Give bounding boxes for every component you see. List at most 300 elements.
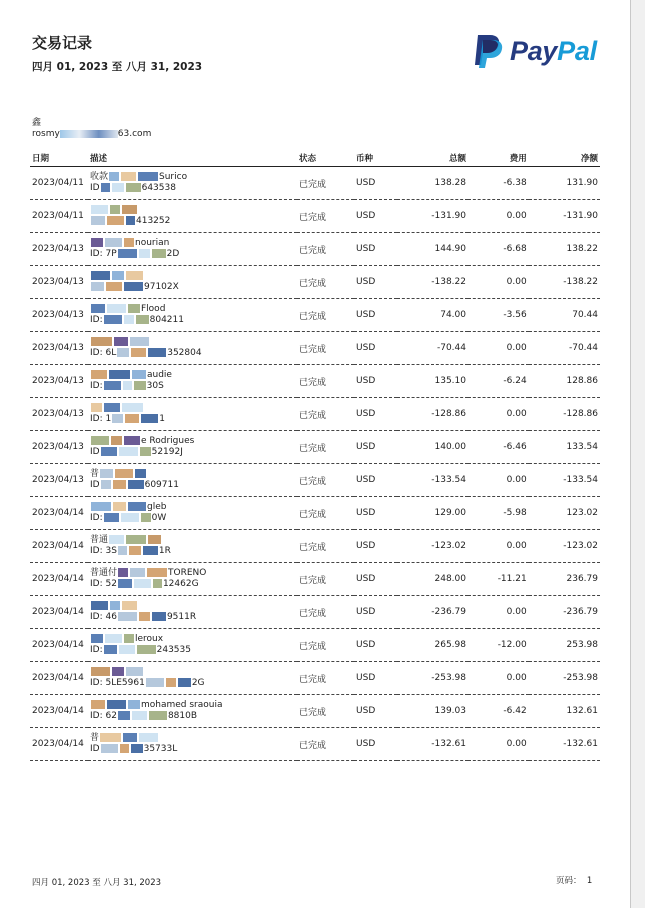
cell-description (88, 563, 297, 596)
redaction-mask (91, 304, 105, 313)
cell-gross: 74.00 (397, 299, 468, 332)
redaction-mask (91, 601, 108, 610)
redaction-mask (112, 271, 124, 280)
cell-description (88, 167, 297, 200)
payer-name (90, 370, 295, 381)
redaction-mask (125, 414, 139, 423)
redaction-mask (121, 172, 136, 181)
redaction-mask (139, 733, 158, 742)
footer-date-range: 四月 01, 2023 至 八月 31, 2023 (32, 878, 162, 888)
transaction-id-tail: 12462G (162, 579, 199, 589)
redaction-mask (91, 216, 105, 225)
redaction-mask (109, 370, 130, 379)
redaction-mask (91, 337, 112, 346)
cell-fee: 0.00 (468, 332, 529, 365)
transaction-id (90, 513, 295, 524)
cell-date: 2023/04/14 (30, 728, 88, 761)
transaction-id-tail: 609711 (144, 480, 179, 490)
cell-status: 已完成 (297, 332, 354, 365)
cell-fee: 0.00 (468, 266, 529, 299)
transaction-id-head: ID: 3S (90, 546, 117, 556)
transaction-id (90, 216, 295, 227)
table-row (30, 563, 600, 596)
cell-net: -253.98 (529, 662, 600, 695)
cell-fee: -6.24 (468, 365, 529, 398)
payer-name (90, 535, 295, 546)
payer-name-head: 普通 (90, 535, 109, 545)
cell-net: -236.79 (529, 596, 600, 629)
redaction-mask (141, 513, 151, 522)
transaction-id-head: ID: 46 (90, 612, 117, 622)
cell-date: 2023/04/13 (30, 398, 88, 431)
redaction-mask (101, 447, 117, 456)
redaction-mask (148, 535, 161, 544)
redaction-mask (137, 645, 156, 654)
redaction-mask (112, 667, 124, 676)
redaction-mask (166, 678, 176, 687)
cell-gross: -123.02 (397, 530, 468, 563)
redaction-mask (121, 513, 139, 522)
cell-gross: 135.10 (397, 365, 468, 398)
redaction-mask (91, 282, 104, 291)
redaction-mask (148, 348, 166, 357)
cell-net: 133.54 (529, 431, 600, 464)
table-header-row (30, 150, 600, 167)
redaction-mask (128, 502, 146, 511)
redaction-mask (138, 172, 158, 181)
transaction-id-head: ID: 5LE5961 (90, 678, 145, 688)
cell-description (88, 398, 297, 431)
redaction-mask (122, 601, 137, 610)
cell-gross: 144.90 (397, 233, 468, 266)
cell-description (88, 530, 297, 563)
cell-gross: -128.86 (397, 398, 468, 431)
redaction-mask (104, 381, 121, 390)
transaction-id (90, 315, 295, 326)
transaction-id-tail: 30S (146, 381, 164, 391)
table-row (30, 464, 600, 497)
cell-gross: -138.22 (397, 266, 468, 299)
cell-description (88, 332, 297, 365)
page-number (556, 874, 592, 886)
transaction-id-head: ID: 7P (90, 249, 117, 259)
col-date: 日期 (30, 150, 88, 167)
cell-currency: USD (354, 365, 397, 398)
transaction-id (90, 447, 295, 458)
cell-description (88, 233, 297, 266)
redaction-mask (91, 238, 103, 247)
payer-name (90, 271, 295, 282)
cell-currency: USD (354, 728, 397, 761)
table-row (30, 596, 600, 629)
transaction-id (90, 348, 295, 359)
cell-description (88, 629, 297, 662)
paypal-wordmark (510, 36, 597, 67)
cell-status: 已完成 (297, 629, 354, 662)
transaction-id-head: ID: 6L (90, 348, 117, 358)
redaction-mask (124, 282, 143, 291)
transaction-id-head: ID: 1 (90, 414, 112, 424)
transaction-id (90, 612, 295, 623)
payer-name-head: 普 (90, 733, 100, 743)
redaction-mask (132, 711, 147, 720)
cell-date: 2023/04/14 (30, 695, 88, 728)
cell-net: 123.02 (529, 497, 600, 530)
redaction-mask (114, 337, 128, 346)
cell-date: 2023/04/13 (30, 431, 88, 464)
cell-gross: 265.98 (397, 629, 468, 662)
redaction-mask (106, 282, 122, 291)
table-body (30, 167, 600, 761)
payer-name (90, 568, 295, 579)
payer-name (90, 403, 295, 414)
payer-name (90, 502, 295, 513)
cell-gross: 139.03 (397, 695, 468, 728)
payer-name (90, 238, 295, 249)
cell-currency: USD (354, 563, 397, 596)
cell-net: 138.22 (529, 233, 600, 266)
redaction-mask (91, 271, 110, 280)
cell-net: -128.86 (529, 398, 600, 431)
table-row (30, 431, 600, 464)
redaction-mask (124, 315, 134, 324)
wordmark-pay: Pay (510, 35, 558, 66)
cell-status: 已完成 (297, 728, 354, 761)
table-row (30, 332, 600, 365)
transaction-id-head: ID: (90, 513, 103, 523)
redaction-mask (113, 480, 126, 489)
cell-date: 2023/04/13 (30, 266, 88, 299)
redaction-mask (128, 304, 140, 313)
cell-fee: -11.21 (468, 563, 529, 596)
cell-description (88, 695, 297, 728)
cell-fee: -6.38 (468, 167, 529, 200)
account-info (32, 118, 151, 140)
transaction-id (90, 579, 295, 590)
transaction-id (90, 546, 295, 557)
cell-fee: 0.00 (468, 728, 529, 761)
redaction-mask (118, 711, 130, 720)
payer-name (90, 436, 295, 447)
payer-name (90, 304, 295, 315)
redaction-mask (91, 700, 105, 709)
redaction-mask (107, 700, 126, 709)
cell-currency: USD (354, 233, 397, 266)
redaction-mask (152, 612, 166, 621)
payer-name (90, 733, 295, 744)
redaction-mask (146, 678, 164, 687)
table-row (30, 299, 600, 332)
table-row (30, 266, 600, 299)
payer-name-head: 收款 (90, 172, 109, 182)
redaction-mask (123, 733, 137, 742)
cell-gross: -236.79 (397, 596, 468, 629)
redaction-mask (124, 436, 140, 445)
redaction-mask (147, 568, 167, 577)
cell-currency: USD (354, 332, 397, 365)
redaction-mask (118, 568, 128, 577)
redaction-mask (107, 216, 124, 225)
paypal-p-icon (472, 33, 504, 69)
table-row (30, 629, 600, 662)
redaction-mask (112, 414, 123, 423)
cell-currency: USD (354, 695, 397, 728)
cell-net: 70.44 (529, 299, 600, 332)
cell-date: 2023/04/14 (30, 662, 88, 695)
redaction-mask (128, 700, 140, 709)
redaction-mask (136, 315, 149, 324)
payer-name-tail: mohamed sraouia (141, 700, 223, 710)
redaction-mask (109, 172, 119, 181)
cell-currency: USD (354, 530, 397, 563)
cell-status: 已完成 (297, 398, 354, 431)
transaction-id-head: ID: (90, 315, 103, 325)
cell-status: 已完成 (297, 431, 354, 464)
redaction-mask (134, 381, 146, 390)
cell-currency: USD (354, 431, 397, 464)
redaction-mask (143, 546, 158, 555)
cell-currency: USD (354, 200, 397, 233)
redaction-mask (122, 205, 137, 214)
redaction-mask (113, 502, 126, 511)
cell-net: -132.61 (529, 728, 600, 761)
redaction-mask (178, 678, 191, 687)
paypal-logo (472, 33, 597, 69)
transaction-id-head: ID (90, 480, 100, 490)
cell-currency: USD (354, 497, 397, 530)
cell-currency: USD (354, 398, 397, 431)
wordmark-pal: Pal (557, 35, 597, 66)
transaction-id-tail: 643538 (141, 183, 176, 193)
transaction-id-tail: 1R (158, 546, 171, 556)
table-row (30, 662, 600, 695)
cell-fee: -6.46 (468, 431, 529, 464)
payer-name-tail: e Rodrigues (141, 436, 195, 446)
transaction-id-head: ID (90, 447, 100, 457)
table-row (30, 497, 600, 530)
transaction-id (90, 678, 295, 689)
cell-currency: USD (354, 299, 397, 332)
redaction-mask (118, 612, 137, 621)
redaction-mask (118, 579, 132, 588)
redaction-mask (120, 744, 129, 753)
cell-currency: USD (354, 629, 397, 662)
cell-net: -123.02 (529, 530, 600, 563)
cell-status: 已完成 (297, 662, 354, 695)
payer-name-tail: Surico (159, 172, 188, 182)
cell-fee: -6.68 (468, 233, 529, 266)
redaction-mask (124, 238, 134, 247)
cell-date: 2023/04/11 (30, 167, 88, 200)
cell-gross: -70.44 (397, 332, 468, 365)
cell-date: 2023/04/13 (30, 299, 88, 332)
cell-net: -131.90 (529, 200, 600, 233)
redaction-mask (110, 601, 120, 610)
cell-date: 2023/04/13 (30, 332, 88, 365)
cell-currency: USD (354, 662, 397, 695)
table-row (30, 398, 600, 431)
cell-date: 2023/04/14 (30, 563, 88, 596)
transaction-id (90, 711, 295, 722)
redaction-mask (104, 513, 119, 522)
payer-name-tail: gleb (147, 502, 167, 512)
table-row (30, 233, 600, 266)
redaction-mask (91, 634, 103, 643)
transaction-id-head: ID: 62 (90, 711, 117, 721)
transaction-id (90, 183, 295, 194)
cell-fee: -12.00 (468, 629, 529, 662)
col-fee: 费用 (468, 150, 529, 167)
cell-gross: 140.00 (397, 431, 468, 464)
redaction-mask (152, 249, 166, 258)
redaction-mask (105, 238, 122, 247)
payer-name (90, 667, 295, 678)
transaction-id-tail: 1 (159, 414, 165, 424)
payer-name (90, 469, 295, 480)
email-prefix: rosmy (32, 129, 60, 139)
redaction-mask (153, 579, 162, 588)
col-net: 净额 (529, 150, 600, 167)
cell-description (88, 596, 297, 629)
payer-name-tail: TORENO (168, 568, 207, 578)
cell-date: 2023/04/13 (30, 365, 88, 398)
table-row (30, 365, 600, 398)
cell-description (88, 464, 297, 497)
redaction-mask (126, 535, 146, 544)
transaction-id-head: ID: (90, 381, 103, 391)
transaction-id-tail: 8810B (167, 711, 198, 721)
cell-fee: 0.00 (468, 200, 529, 233)
redaction-mask (134, 579, 151, 588)
cell-net: -70.44 (529, 332, 600, 365)
email-suffix: 63.com (117, 129, 152, 139)
transaction-id-tail: 2G (191, 678, 205, 688)
redaction-mask (130, 337, 149, 346)
table-row (30, 695, 600, 728)
payer-name (90, 205, 295, 216)
redaction-mask (104, 645, 117, 654)
cell-currency: USD (354, 266, 397, 299)
cell-status: 已完成 (297, 497, 354, 530)
cell-currency: USD (354, 167, 397, 200)
cell-net: 236.79 (529, 563, 600, 596)
payer-name (90, 337, 295, 348)
cell-net: 128.86 (529, 365, 600, 398)
transactions-table (30, 150, 600, 761)
viewer-margin (631, 0, 645, 908)
transaction-id (90, 744, 295, 755)
redaction-mask (123, 381, 132, 390)
col-gross: 总额 (397, 150, 468, 167)
redaction-mask (131, 348, 146, 357)
redaction-mask (100, 469, 113, 478)
redaction-mask (126, 667, 143, 676)
cell-date: 2023/04/14 (30, 497, 88, 530)
redaction-mask (122, 403, 143, 412)
cell-date: 2023/04/14 (30, 530, 88, 563)
table-row (30, 200, 600, 233)
cell-fee: -3.56 (468, 299, 529, 332)
redaction-mask (112, 183, 124, 192)
account-name: 鑫 (32, 118, 42, 128)
redaction-mask (91, 502, 111, 511)
transaction-id (90, 645, 295, 656)
redaction-mask (126, 216, 135, 225)
cell-date: 2023/04/13 (30, 233, 88, 266)
transaction-id-tail: 352804 (167, 348, 202, 358)
cell-fee: 0.00 (468, 398, 529, 431)
cell-gross: -253.98 (397, 662, 468, 695)
transaction-id (90, 381, 295, 392)
table-row (30, 728, 600, 761)
cell-currency: USD (354, 596, 397, 629)
redaction-mask (128, 480, 144, 489)
redaction-mask (101, 744, 118, 753)
col-status: 状态 (297, 150, 354, 167)
payer-name-tail: leroux (135, 634, 164, 644)
cell-fee: -6.42 (468, 695, 529, 728)
table-row (30, 530, 600, 563)
cell-status: 已完成 (297, 299, 354, 332)
redaction-mask (115, 469, 133, 478)
redaction-mask (139, 612, 150, 621)
cell-description (88, 662, 297, 695)
redaction-mask (91, 370, 107, 379)
cell-status: 已完成 (297, 365, 354, 398)
redaction-mask (104, 315, 122, 324)
transaction-id-tail: 413252 (136, 216, 171, 226)
payer-name-head: 普 (90, 469, 100, 479)
transaction-id-tail: 9511R (166, 612, 197, 622)
redaction-mask (104, 403, 120, 412)
redaction-mask (130, 568, 145, 577)
cell-gross: 248.00 (397, 563, 468, 596)
redaction-mask (91, 436, 109, 445)
cell-date: 2023/04/14 (30, 596, 88, 629)
redaction-mask (141, 414, 158, 423)
cell-gross: 129.00 (397, 497, 468, 530)
cell-gross: 138.28 (397, 167, 468, 200)
cell-description (88, 200, 297, 233)
cell-date: 2023/04/14 (30, 629, 88, 662)
transaction-id-tail: 35733L (143, 744, 178, 754)
cell-fee: 0.00 (468, 464, 529, 497)
redaction-mask (110, 205, 120, 214)
date-range: 四月 01, 2023 至 八月 31, 2023 (32, 61, 203, 73)
redaction-mask (101, 480, 111, 489)
transaction-id-tail: 0W (151, 513, 167, 523)
cell-net: 253.98 (529, 629, 600, 662)
redaction-mask (135, 469, 146, 478)
cell-status: 已完成 (297, 530, 354, 563)
transaction-id-head: ID: 52 (90, 579, 117, 589)
redaction-mask (139, 249, 150, 258)
redaction-mask (91, 403, 102, 412)
cell-fee: 0.00 (468, 596, 529, 629)
cell-gross: -133.54 (397, 464, 468, 497)
cell-status: 已完成 (297, 563, 354, 596)
transaction-id-tail: 97102X (144, 282, 179, 292)
redaction-mask (124, 634, 134, 643)
cell-net: 132.61 (529, 695, 600, 728)
redaction-mask (129, 546, 141, 555)
transaction-id (90, 249, 295, 260)
transaction-id-head: ID (90, 183, 100, 193)
redaction-mask (107, 304, 126, 313)
transaction-id-tail: 52192J (151, 447, 183, 457)
redaction-mask (109, 535, 124, 544)
transaction-id (90, 414, 295, 425)
